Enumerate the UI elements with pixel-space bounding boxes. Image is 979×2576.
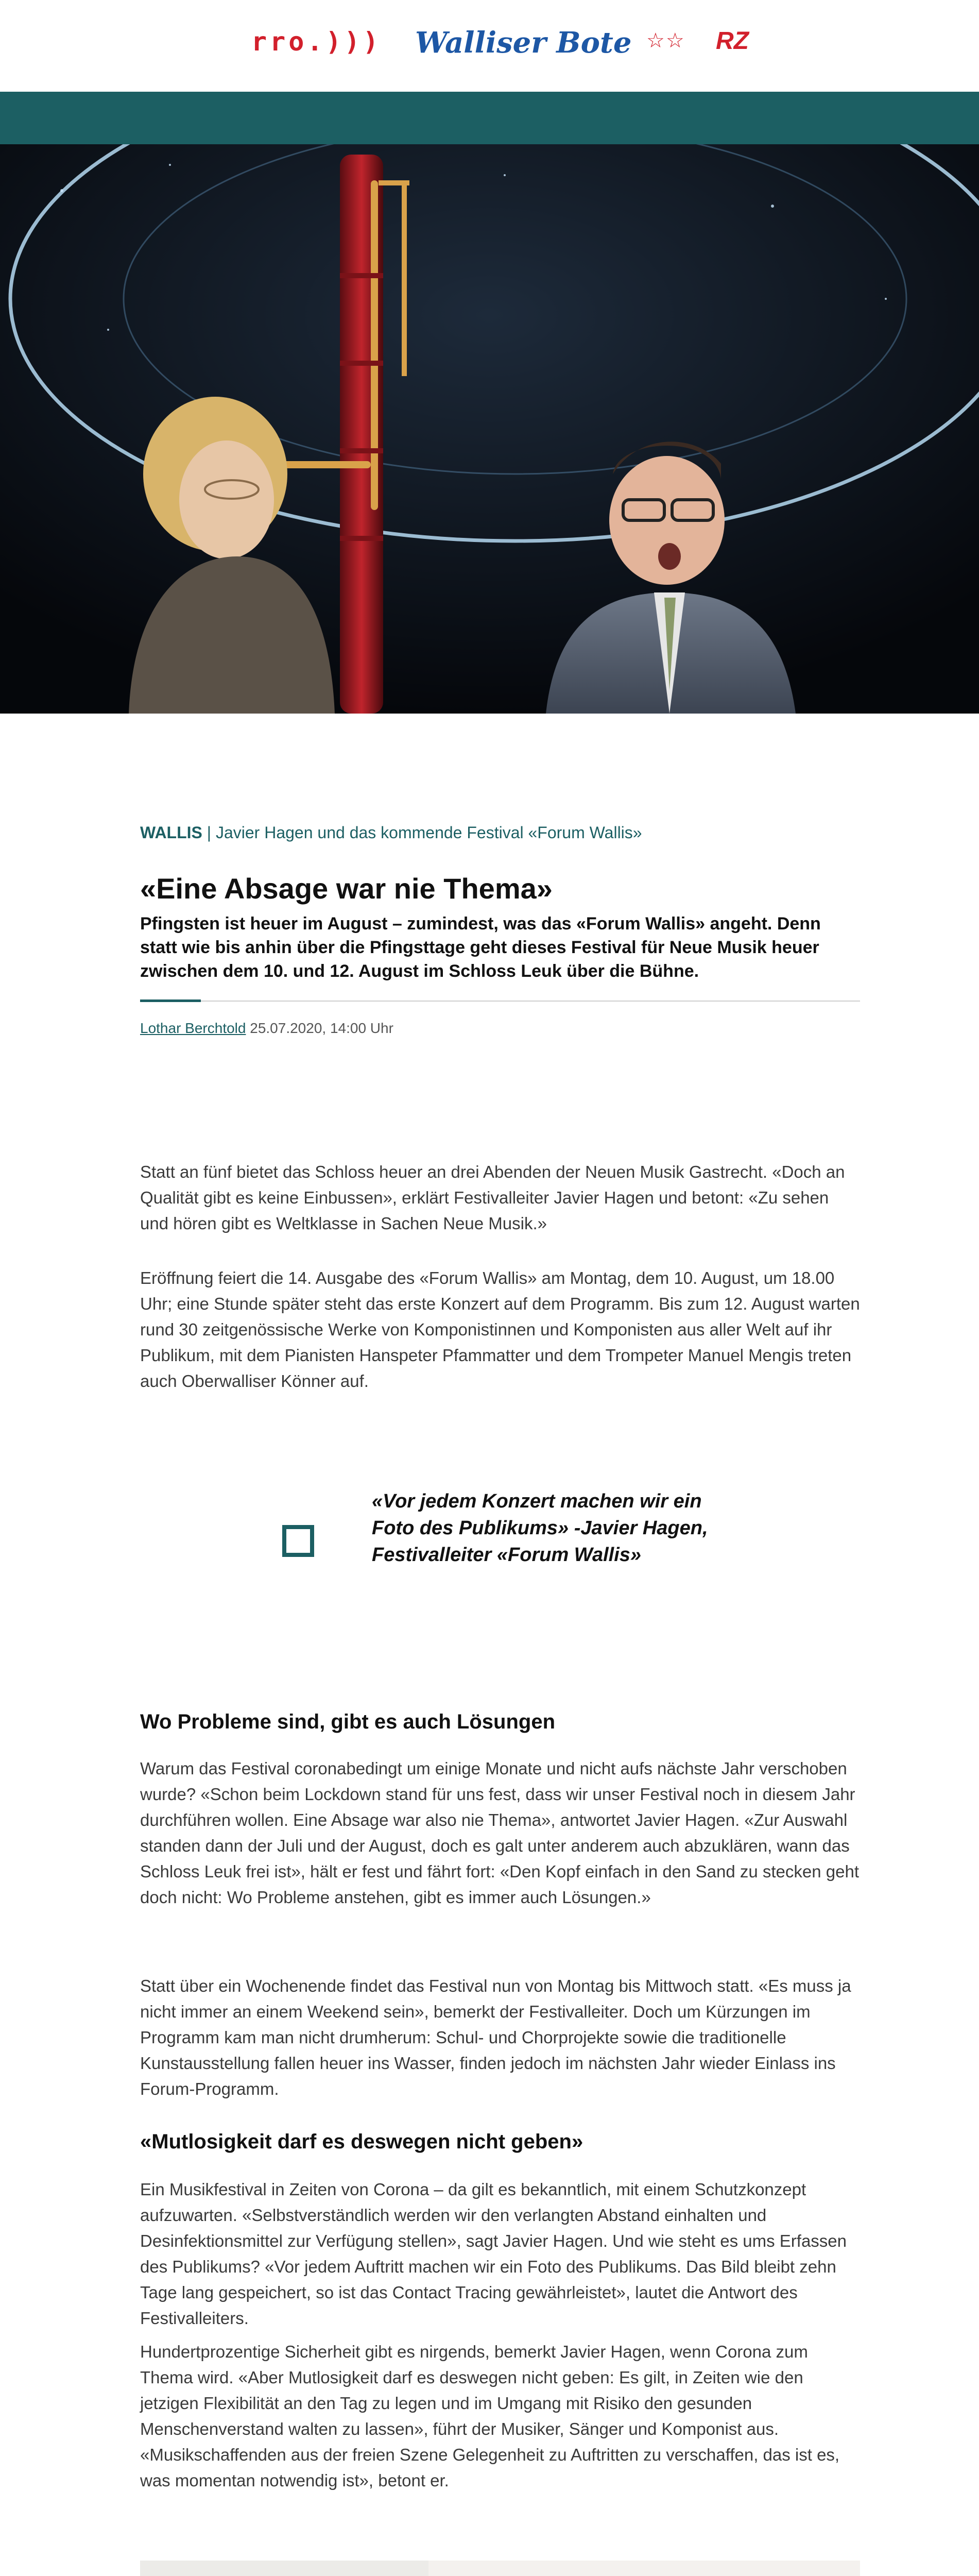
pull-quote: «Vor jedem Konzert machen wir ein Foto des Publikums» -Javier Hagen, Festivalleiter «Forum Wallis»: [372, 1490, 708, 1566]
hero-image: [0, 144, 979, 714]
article-photo: [140, 2561, 860, 2576]
section-heading: «Mutlosigkeit darf es deswegen nicht geben»: [140, 2130, 583, 2153]
navigation-bar: [0, 92, 979, 144]
paragraph: Warum das Festival coronabedingt um einige Monate und nicht aufs nächste Jahr verschoben wurde? «Schon beim Lockdown stand für uns fest, dass wir unser Festival noch in diesem Jahr durchführen wollen. Eine Absage war also nie Thema», antwortet Javier Hagen. «Zur Auswahl standen dann der Juli und der August, doch es galt unter anderem auch abzuklären, wann das Schloss Leuk frei ist», hält er fest und fährt fort: «Den Kopf einfach in den Sand zu stecken geht doch nicht: Wo Probleme anstehen, gibt es immer auch Lösungen.»: [140, 1759, 859, 1907]
author-link[interactable]: Lothar Berchtold: [140, 1020, 246, 1036]
paragraph: Eröffnung feiert die 14. Ausgabe des «Forum Wallis» am Montag, dem 10. August, um 18.00 Uhr; eine Stunde später steht das erste Konzert auf dem Programm. Bis zum 12. August warten rund 30 zeitgenössische Werke von Komponistinnen und Komponisten aus aller Welt auf ihr Publikum, mit dem Pianisten Hanspeter Pfammatter und dem Trompeter Manuel Mengis treten auch Oberwalliser Könner auf.: [140, 1268, 860, 1391]
rro-logo[interactable]: rro.))): [251, 27, 382, 57]
kicker-separator: |: [207, 823, 212, 842]
paragraph: Statt über ein Wochenende findet das Festival nun von Montag bis Mittwoch statt. «Es muss ja nicht immer an einem Weekend sein», bemerkt der Festivalleiter. Doch um Kürzungen im Programm kam man nicht drumherum: Schul- und Chorprojekte sowie die traditionelle Kunstausstellung fallen heuer ins Wasser, finden jedoch im nächsten Jahr wieder Einlass ins Forum-Programm.: [140, 1976, 851, 2098]
star-icon: ☆☆: [646, 29, 685, 52]
section-heading: Wo Probleme sind, gibt es auch Lösungen: [140, 1710, 556, 1733]
article-lead: Pfingsten ist heuer im August – zumindest, was das «Forum Wallis» angeht. Denn statt wie bis anhin über die Pfingsttage geht dieses Festival für Neue Musik heuer zwischen dem 10. und 12. August im Schloss Leuk über die Bühne.: [140, 914, 821, 981]
walliser-bote-logo[interactable]: Walliser Bote: [415, 26, 632, 60]
publish-date: 25.07.2020, 14:00 Uhr: [250, 1020, 393, 1036]
quote-icon: [282, 1525, 314, 1557]
paragraph: Statt an fünf bietet das Schloss heuer an drei Abenden der Neuen Musik Gastrecht. «Doch an Qualität gibt es keine Einbussen», erklärt Festivalleiter Javier Hagen und betont: «Zu sehen und hören gibt es Weltklasse in Sachen Neue Musik.»: [140, 1162, 845, 1233]
paragraph: Hundertprozentige Sicherheit gibt es nirgends, bemerkt Javier Hagen, wenn Corona zum Thema wird. «Aber Mutlosigkeit darf es deswegen nicht geben: Es gilt, in Zeiten wie den jetzigen Flexibilität an den Tag zu legen und im Umgang mit Risiko den gesunden Menschenverstand walten zu lassen», führt der Musiker, Sänger und Komponist aus. «Musikschaffenden aus der freien Szene Gelegenheit zu Auftritten zu verschaffen, das ist es, was momentan notwendig ist», betont er.: [140, 2342, 840, 2490]
byline: [140, 1020, 393, 1037]
paragraph: Ein Musikfestival in Zeiten von Corona – da gilt es bekanntlich, mit einem Schutzkonzept aufzuwarten. «Selbstverständlich werden wir den verlangten Abstand einhalten und Desinfektionsmittel zur Verfügung stellen», sagt Javier Hagen. Und wie steht es ums Erfassen des Publikums? «Vor jedem Auftritt machen wir ein Foto des Publikums. Das Bild bleibt zehn Tage lang gespeichert, so ist das Contact Tracing gewährleistet», lautet die Antwort des Festivalleiters.: [140, 2180, 847, 2328]
kicker-topic: Javier Hagen und das kommende Festival «Forum Wallis»: [215, 823, 642, 842]
divider: [201, 1001, 860, 1002]
article-kicker: [140, 823, 642, 842]
site-header: [0, 0, 979, 92]
divider-accent: [140, 999, 201, 1002]
section-link[interactable]: WALLIS: [140, 823, 202, 842]
rz-logo[interactable]: RZ: [716, 27, 749, 55]
article-title: «Eine Absage war nie Thema»: [140, 872, 553, 905]
